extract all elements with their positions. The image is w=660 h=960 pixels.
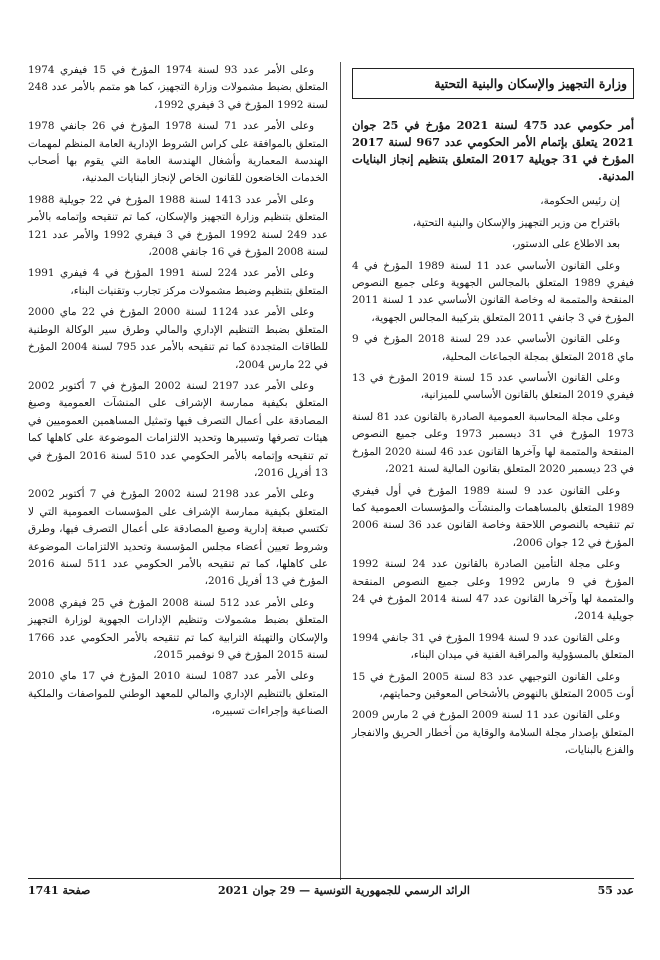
paragraph: وعلى القانون الأساسي عدد 11 لسنة 1989 المؤرخ في 4 فيفري 1989 المتعلق بالمجالس الجهوية وعلى جميع النصوص المنقحة والمتممة له وخاصة القانون الأساسي عدد 1 لسنة 2011 المؤرخ في 3 جانفي 2011 المتعلق بتركيبة المجالس الجهوية،: [352, 259, 635, 324]
paragraph: وعلى الأمر عدد 93 لسنة 1974 المؤرخ في 15 فيفري 1974 المتعلق بضبط مشمولات وزارة التجهيز، كما هو متمم بالأمر عدد 248 لسنة 1992 المؤرخ في 3 فيفري 1992،: [28, 64, 328, 111]
paragraph: وعلى مجلة التأمين الصادرة بالقانون عدد 24 لسنة 1992 المؤرخ في 9 مارس 1992 وعلى جميع النصوص المنقحة والمتممة لها وآخرها القانون عدد 47 لسنة 2014 المؤرخ في 24 جويلية 2014،: [352, 558, 634, 623]
left-column: [28, 62, 328, 725]
ministry-heading: وزارة التجهيز والإسكان والبنية التحتية: [352, 68, 634, 99]
paragraph: وعلى القانون الأساسي عدد 29 لسنة 2018 المؤرخ في 9 ماي 2018 المتعلق بمجلة الجماعات المحلية،: [352, 333, 634, 363]
paragraph: وعلى الأمر عدد 71 لسنة 1978 المؤرخ في 26 جانفي 1978 المتعلق بالموافقة على كراس الشروط الإدارية العامة المنظم لمهمات الهندسة المعمارية وأشغال الهندسة العامة التي يقوم بها أصحاب الخدمات الخاضعون للقانون الخاص لإنجاز البنايات المدنية،: [28, 120, 328, 185]
paragraph: وعلى القانون عدد 11 لسنة 2009 المؤرخ في 2 مارس 2009 المتعلق بإصدار مجلة السلامة والوقاية من أخطار الحريق والانفجار والفزع بالبنايات،: [352, 709, 634, 757]
paragraph: وعلى القانون عدد 9 لسنة 1994 المؤرخ في 31 جانفي 1994 المتعلق بالمسؤولية والمراقبة الفنية في ميدان البناء،: [352, 631, 634, 662]
right-column: [352, 62, 634, 764]
paragraph: بعد الاطلاع على الدستور،: [511, 238, 620, 251]
paragraph: وعلى الأمر عدد 2197 لسنة 2002 المؤرخ في 7 أكتوبر 2002 المتعلق بكيفية ممارسة الإشراف على المنشآت العمومية وصيغ المصادقة على أعمال التصرف فيها وتمثيل المساهمين العموميين في هيئات تصرفها وتسييرها وتحديد الالتزامات الموضوعة على كاهلها كما تم تنقيحه وإتمامه بالأمر الحكومي عدد 510 لسنة 2016 المؤرخ في 13 أفريل 2016،: [28, 379, 328, 479]
paragraph: باقتراح من وزير التجهيز والإسكان والبنية التحتية،: [412, 216, 620, 229]
paragraph: إن رئيس الحكومة،: [540, 195, 620, 208]
paragraph: وعلى الأمر عدد 1124 لسنة 2000 المؤرخ في 22 ماي 2000 المتعلق بضبط التنظيم الإداري والمالي وطرق سير الوكالة الوطنية للطاقات المتجددة كما تم تنقيحه بالأمر عدد 795 لسنة 2004 المؤرخ في 22 مارس 2004،: [28, 306, 328, 371]
page-footer: [28, 878, 634, 901]
gazette-title: الرائد الرسمي للجمهورية التونسية — 29 جوان 2021: [218, 883, 470, 897]
paragraph: وعلى الأمر عدد 512 لسنة 2008 المؤرخ في 25 فيفري 2008 المتعلق بضبط مشمولات وتنظيم الإدارات الجهوية لوزارة التجهيز والإسكان والتهيئة الترابية كما تم تنقيحه بالأمر الحكومي عدد 1766 لسنة 2015 المؤرخ في 9 نوفمبر 2015،: [28, 596, 328, 661]
paragraph: وعلى الأمر عدد 1413 لسنة 1988 المؤرخ في 22 جويلية 1988 المتعلق بتنظيم وزارة التجهيز والإسكان، كما تم تنقيحه وإتمامه بالأمر عدد 249 لسنة 1992 المؤرخ في 3 فيفري 1992 والأمر عدد 121 لسنة 2008 المؤرخ في 16 جانفي 2008،: [28, 193, 328, 259]
paragraph: وعلى الأمر عدد 1087 لسنة 2010 المؤرخ في 17 ماي 2010 المتعلق بالتنظيم الإداري والمالي للمعهد الوطني للمواصفات والملكية الصناعية وإجراءات تسييره،: [28, 670, 328, 718]
paragraph: وعلى القانون التوجيهي عدد 83 لسنة 2005 المؤرخ في 15 أوت 2005 المتعلق بالنهوض بالأشخاص المعوقين وحمايتهم،: [352, 670, 634, 700]
paragraph: وعلى القانون عدد 9 لسنة 1989 المؤرخ في أول فيفري 1989 المتعلق بالمساهمات والمنشآت والمؤسسات العمومية كما تم تنقيحه بالنصوص اللاحقة وخاصة القانون عدد 36 لسنة 2006 المؤرخ في 12 جوان 2006،: [352, 484, 634, 549]
paragraph: وعلى مجلة المحاسبة العمومية الصادرة بالقانون عدد 81 لسنة 1973 المؤرخ في 31 ديسمبر 1973 وعلى جميع النصوص المنقحة والمتممة لها وآخرها القانون عدد 46 لسنة 2020 المؤرخ في 23 ديسمبر 2020 المتعلق بقانون المالية لسنة 2021،: [352, 410, 635, 476]
paragraph: وعلى القانون الأساسي عدد 15 لسنة 2019 المؤرخ في 13 فيفري 2019 المتعلق بالقانون الأساسي للميزانية،: [352, 372, 634, 402]
issue-number: عدد 55: [597, 883, 634, 897]
page-number: صفحة 1741: [28, 883, 91, 897]
paragraph: وعلى الأمر عدد 2198 لسنة 2002 المؤرخ في 7 أكتوبر 2002 المتعلق بكيفية ممارسة الإشراف على المؤسسات العمومية التي لا تكتسي صبغة إدارية وصيغ المصادقة على أعمال التصرف فيها، وطرق وشروط تعيين أعضاء مجلس المؤسسة وتحديد الالتزامات الموضوعة على كاهلها، كما تم تنقيحه بالأمر الحكومي عدد 511 لسنة 2016 المؤرخ في 13 أفريل 2016،: [28, 488, 328, 588]
decree-title: أمر حكومي عدد 475 لسنة 2021 مؤرخ في 25 جوان 2021 يتعلق بإتمام الأمر الحكومي عدد 967 لسنة 2017 المؤرخ في 31 جويلية 2017 المتعلق بتنظيم إنجاز البنايات المدنية.: [352, 118, 635, 184]
paragraph: وعلى الأمر عدد 224 لسنة 1991 المؤرخ في 4 فيفري 1991 المتعلق بتنظيم وضبط مشمولات مركز تجارب وتقنيات البناء،: [28, 267, 328, 297]
column-divider: [340, 62, 341, 880]
